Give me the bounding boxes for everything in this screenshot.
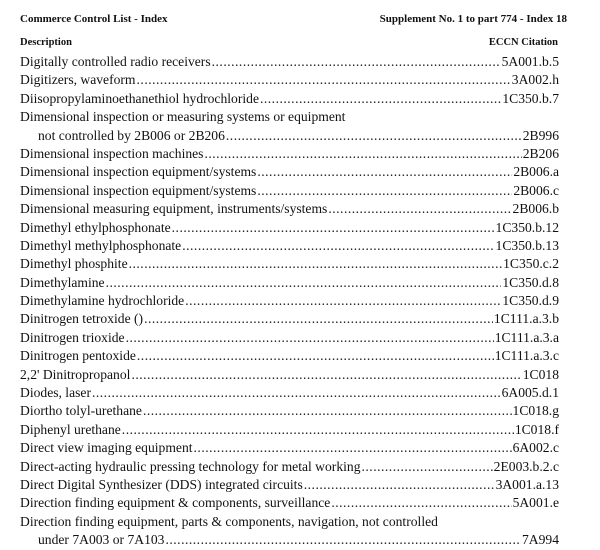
eccn-code: 2B006.c [513, 182, 559, 198]
eccn-code: 2B996 [522, 127, 559, 143]
eccn-code: 1C350.d.9 [502, 293, 559, 309]
index-entry [20, 366, 559, 384]
index-entry [20, 108, 559, 126]
entry-description: Dimethylamine hydrochloride [20, 293, 185, 309]
dot-leader [122, 421, 514, 439]
entry-description: Diisopropylaminoethanethiol hydrochloride [20, 90, 259, 106]
eccn-code: 5A001.e [512, 495, 559, 511]
dot-leader [172, 219, 495, 237]
entry-description: Dinitrogen tetroxide () [20, 311, 144, 327]
index-entry [20, 329, 559, 347]
eccn-code: 1C350.b.7 [502, 90, 559, 106]
dot-leader [257, 163, 512, 181]
entry-description: Dimensional inspection equipment/systems [20, 182, 257, 198]
entry-description: Dimethylamine [20, 274, 105, 290]
eccn-code: 7A994 [521, 532, 559, 548]
index-entry [20, 384, 559, 402]
eccn-code: 1C350.b.13 [495, 237, 559, 253]
index-entry [20, 292, 559, 310]
dot-leader [143, 402, 512, 420]
entry-description: Dimethyl ethylphosphonate [20, 219, 171, 235]
index-entry [20, 421, 559, 439]
index-entry [20, 439, 559, 457]
index-entry [20, 145, 559, 163]
entry-description: Direction finding equipment & components, surveillance [20, 495, 331, 511]
dot-leader [126, 329, 494, 347]
eccn-code: 1C018.g [512, 403, 559, 419]
entry-description: Digitally controlled radio receivers [20, 54, 211, 69]
entry-description: 2,2' Dinitropropanol [20, 366, 131, 382]
dot-leader [331, 494, 511, 512]
dot-leader [137, 347, 494, 365]
entry-description: Dinitrogen trioxide [20, 329, 125, 345]
entry-description: Direct-acting hydraulic pressing technology for metal working [20, 458, 361, 474]
entry-description: Dimensional inspection equipment/systems [20, 164, 257, 180]
document-title: Commerce Control List - Index [20, 13, 168, 25]
dot-leader [137, 71, 511, 89]
dot-leader [257, 182, 512, 200]
eccn-code: 1C018.f [514, 421, 559, 437]
index-entry [20, 182, 559, 200]
entry-description: not controlled by 2B006 or 2B206 [38, 127, 225, 143]
entry-description: Dimensional inspection or measuring systems or equipment [20, 109, 346, 125]
index-entry [20, 163, 559, 181]
eccn-code: 1C111.a.3.c [494, 348, 559, 364]
entry-description: Dimensional inspection machines [20, 145, 204, 161]
entry-description: Direct Digital Synthesizer (DDS) integrated circuits [20, 476, 303, 492]
eccn-code: 3A001.a.13 [495, 476, 559, 492]
eccn-code: 2B006.b [512, 201, 559, 217]
entry-description: Diodes, laser [20, 385, 91, 401]
index-entry [20, 90, 559, 108]
index-entry [20, 458, 559, 476]
description-column-header: Description [20, 37, 72, 48]
index-entry [20, 255, 559, 273]
index-entry [20, 219, 559, 237]
entry-description: Direction finding equipment, parts & components, navigation, not controlled [20, 513, 438, 529]
dot-leader [328, 200, 511, 218]
eccn-code: 1C350.b.12 [495, 219, 559, 235]
index-entry [20, 71, 559, 89]
index-entry [20, 531, 559, 549]
dot-leader [304, 476, 495, 494]
entry-description: Dimethyl methylphosphonate [20, 237, 182, 253]
dot-leader [106, 274, 502, 292]
eccn-code: 5A001.b.5 [501, 54, 559, 69]
entry-description: Direct view imaging equipment [20, 440, 193, 456]
index-entry [20, 274, 559, 292]
index-entry [20, 513, 559, 531]
index-entry [20, 237, 559, 255]
eccn-citation-column-header: ECCN Citation [488, 37, 558, 48]
dot-leader [204, 145, 521, 163]
eccn-code: 1C350.d.8 [502, 274, 559, 290]
index-entry [20, 310, 559, 328]
entry-description: Dimethyl phosphite [20, 256, 128, 272]
index-entry [20, 347, 559, 365]
dot-leader [92, 384, 501, 402]
eccn-code: 2E003.b.2.c [493, 458, 559, 474]
dot-leader [144, 310, 493, 328]
index-entry [20, 53, 559, 71]
dot-leader [129, 255, 503, 273]
entry-description: Dimensional measuring equipment, instruments/systems [20, 201, 328, 217]
dot-leader [182, 237, 494, 255]
supplement-label: Supplement No. 1 to part 774 - Index 18 [379, 13, 567, 25]
index-entry [20, 494, 559, 512]
index-entry [20, 476, 559, 494]
eccn-code: 1C018 [522, 366, 559, 382]
eccn-code: 2B006.a [513, 164, 559, 180]
dot-leader [212, 53, 501, 71]
dot-leader [185, 292, 501, 310]
eccn-code: 2B206 [522, 145, 559, 161]
entry-description: Digitizers, waveform [20, 72, 136, 88]
entry-description: Diphenyl urethane [20, 421, 121, 437]
entry-description: Dinitrogen pentoxide [20, 348, 136, 364]
eccn-code: 3A002.h [511, 72, 559, 88]
eccn-code: 1C111.a.3.a [494, 329, 559, 345]
index-entry [20, 402, 559, 420]
index-entry [20, 127, 559, 145]
index-entry [20, 200, 559, 218]
entry-description: Diortho tolyl-urethane [20, 403, 142, 419]
dot-leader [194, 439, 512, 457]
dot-leader [131, 366, 521, 384]
eccn-code: 6A005.d.1 [501, 385, 559, 401]
index-entry-list [20, 53, 559, 550]
dot-leader [165, 531, 521, 549]
dot-leader [260, 90, 501, 108]
entry-description: under 7A003 or 7A103 [38, 532, 165, 548]
eccn-code: 1C111.a.3.b [493, 311, 559, 327]
eccn-code: 6A002.c [512, 440, 559, 456]
eccn-code: 1C350.c.2 [503, 256, 559, 272]
dot-leader [226, 127, 522, 145]
dot-leader [362, 458, 493, 476]
